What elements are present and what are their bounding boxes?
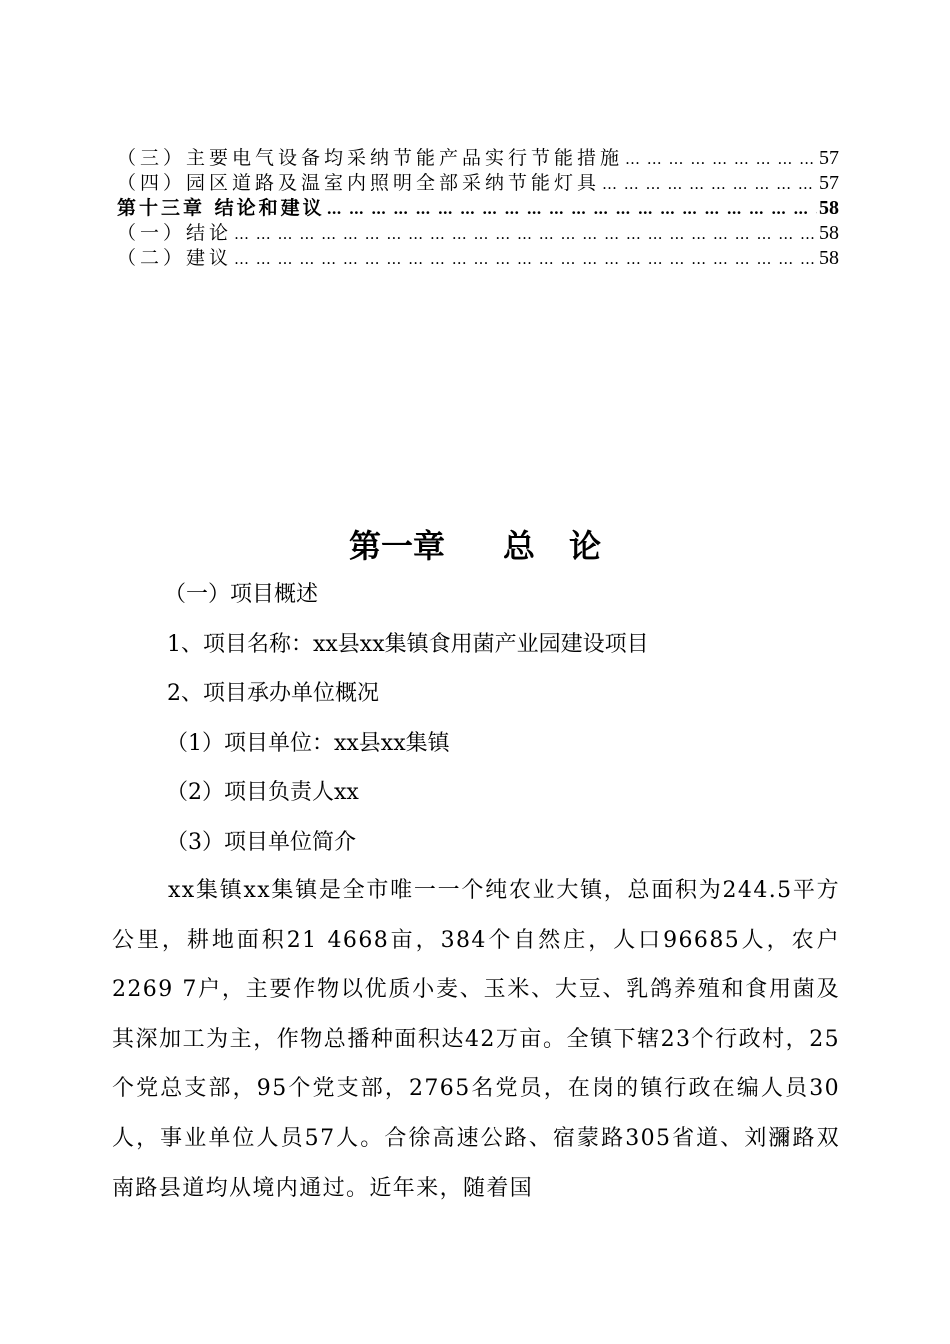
toc-chapter-entry[interactable] — [117, 196, 839, 221]
project-leader-line: （2）项目负责人xx — [166, 780, 359, 805]
toc-entry-label: （四）园区道路及温室内照明全部采纳节能灯具 — [117, 172, 601, 194]
toc-entry-page: 58 — [819, 222, 839, 244]
chapter-title — [0, 518, 950, 574]
toc-dot-leader — [602, 172, 817, 197]
unit-intro-heading: （3）项目单位简介 — [166, 829, 356, 855]
chapter-name: 总论 — [503, 527, 636, 565]
section-list — [112, 570, 840, 867]
toc-entry-page: 58 — [819, 197, 839, 219]
unit-intro-paragraph: xx集镇xx集镇是全市唯一一个纯农业大镇，总面积为244.5平方公里，耕地面积21 4668亩，384个自然庄，人口96685人，农户2269 7户，主要作物以优质小麦、玉米、大豆、乳鸽养殖和食用菌及其深加工为主，作物总播种面积达42万亩。全镇下辖23个行政村，25个党总支部，95个党支部，2765名党员，在岗的镇行政在编人员30人，事业单位人员57人。合徐高速公路、宿蒙路305省道、刘瀰路双南路县道均从境内通过。近年来，随着国 — [112, 878, 840, 1201]
toc-entry-page: 57 — [819, 147, 839, 169]
toc-dot-leader — [234, 247, 817, 272]
section-heading-overview: （一）项目概述 — [164, 582, 319, 607]
toc-entry-label: （一）结论 — [117, 222, 233, 244]
toc-entry-page: 57 — [819, 172, 839, 194]
toc-entry-label: （三）主要电气设备均采纳节能产品实行节能措施 — [117, 147, 624, 169]
chapter-number: 第一章 — [348, 527, 445, 565]
toc-dot-leader — [625, 147, 817, 172]
toc-dot-leader — [327, 197, 817, 222]
toc-entry[interactable] — [117, 146, 839, 171]
undertaking-unit-heading: 2、项目承办单位概况 — [167, 681, 379, 706]
toc-entry-label: （二）建议 — [117, 247, 233, 269]
table-of-contents — [117, 146, 839, 271]
project-unit-line: （1）项目单位：xx县xx集镇 — [166, 730, 450, 756]
toc-entry[interactable] — [117, 246, 839, 271]
project-name-line: 1、项目名称：xx县xx集镇食用菌产业园建设项目 — [167, 631, 649, 657]
toc-entry-page: 58 — [819, 247, 839, 269]
toc-entry-label: 第十三章 结论和建议 — [117, 197, 325, 219]
toc-entry[interactable] — [117, 171, 839, 196]
toc-entry[interactable] — [117, 221, 839, 246]
toc-dot-leader — [234, 222, 817, 247]
